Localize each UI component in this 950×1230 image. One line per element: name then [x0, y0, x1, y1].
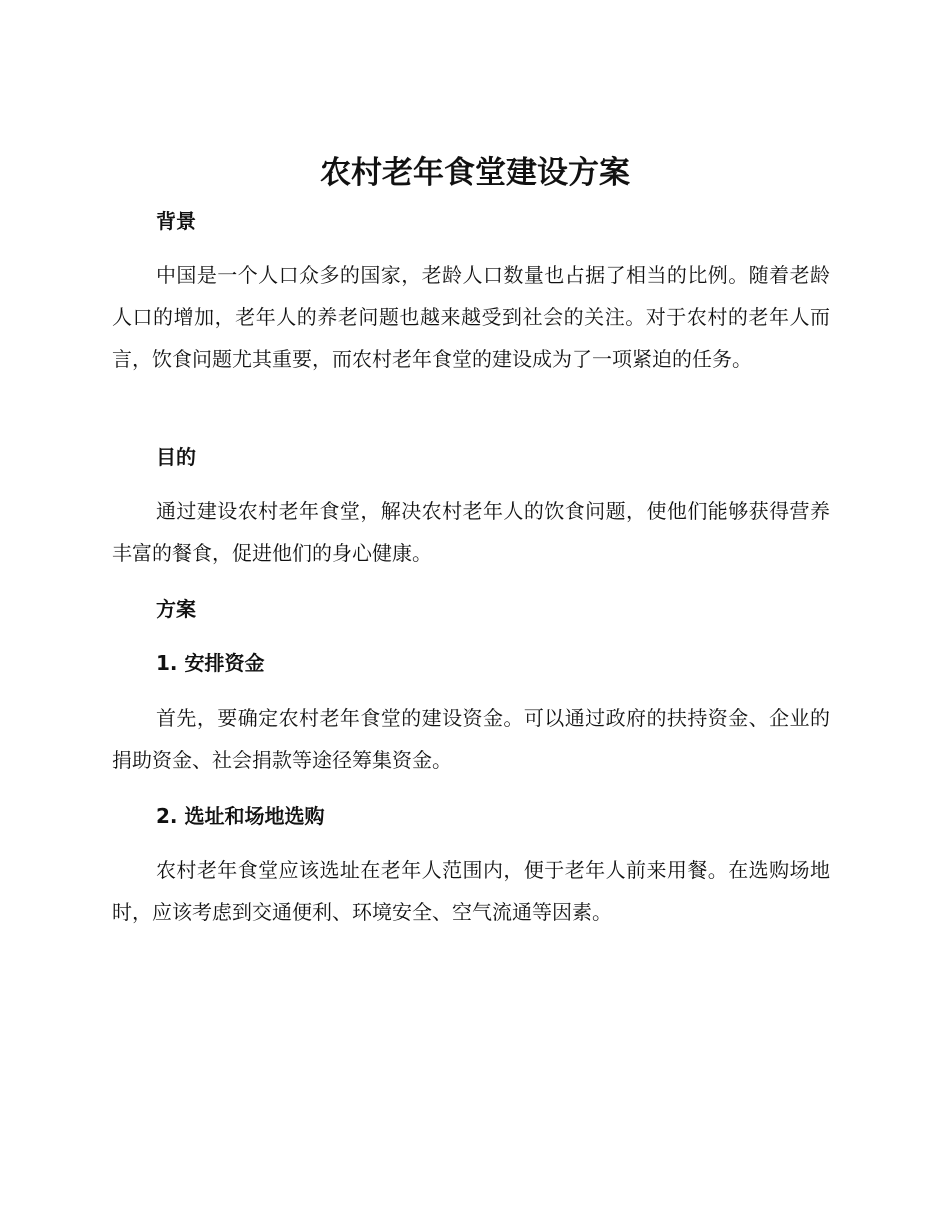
section-heading-purpose: 目的 [156, 445, 196, 469]
plan-item-body-site: 农村老年食堂应该选址在老年人范围内，便于老年人前来用餐。在选购场地时，应该考虑到交通便利、环境安全、空气流通等因素。 [112, 858, 830, 924]
section-heading-plan: 方案 [156, 597, 196, 621]
document-title: 农村老年食堂建设方案 [320, 155, 630, 191]
plan-item-heading-funding: 1. 安排资金 [156, 651, 265, 675]
section-heading-background: 背景 [156, 209, 196, 233]
plan-item-heading-site: 2. 选址和场地选购 [156, 804, 325, 828]
section-body-background: 中国是一个人口众多的国家，老龄人口数量也占据了相当的比例。随着老龄人口的增加，老年人的养老问题也越来越受到社会的关注。对于农村的老年人而言，饮食问题尤其重要，而农村老年食堂的建设成为了一项紧迫的任务。 [112, 263, 830, 371]
section-body-purpose: 通过建设农村老年食堂，解决农村老年人的饮食问题，使他们能够获得营养丰富的餐食，促进他们的身心健康。 [112, 499, 830, 565]
plan-item-body-funding: 首先，要确定农村老年食堂的建设资金。可以通过政府的扶持资金、企业的捐助资金、社会捐款等途径筹集资金。 [112, 706, 830, 772]
